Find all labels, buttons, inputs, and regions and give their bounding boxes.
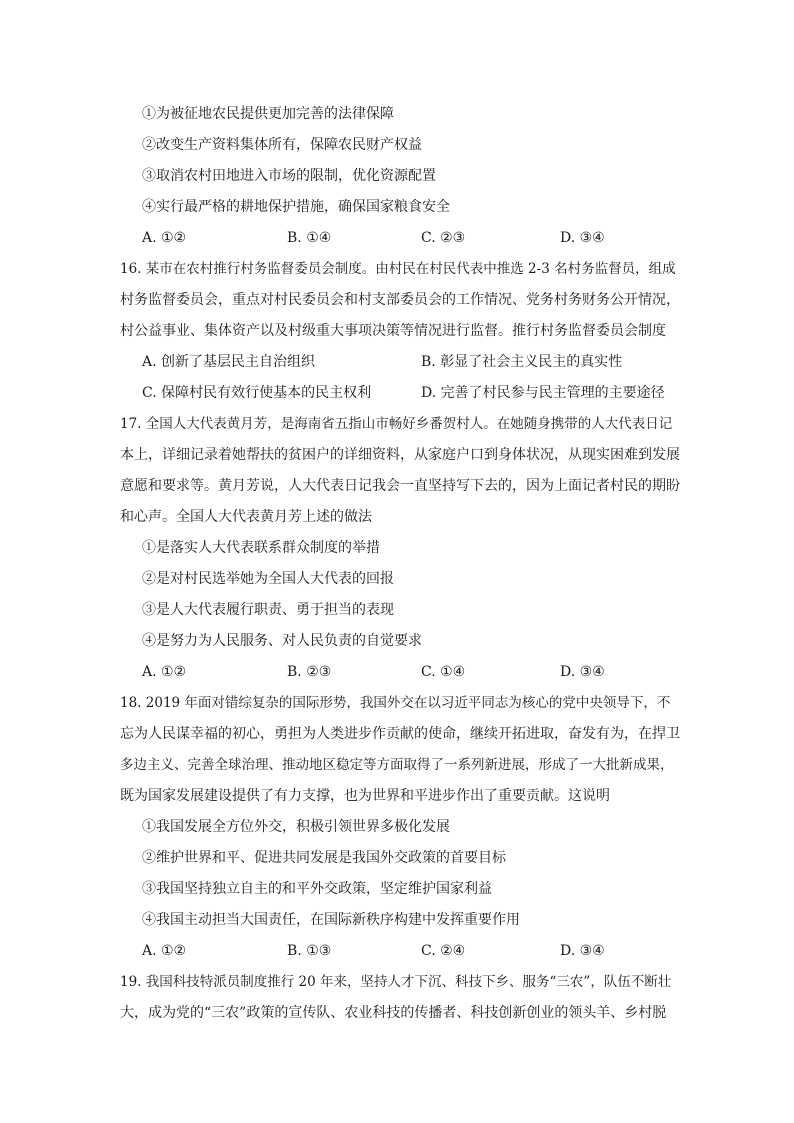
- q17-item-3: ③是人大代表履行职责、勇于担当的表现: [142, 602, 394, 618]
- q16-stem-line-1: 16. 某市在农村推行村务监督委员会制度。由村民在村民代表中推选 2-3 名村务监督员，组成: [120, 261, 676, 277]
- q15-option-c: C. ②③: [421, 230, 466, 246]
- q15-options: [142, 228, 682, 248]
- q16-option-a: A. 创新了基层民主自治组织: [142, 354, 316, 370]
- q16-stem-line-3: 村公益事业、集体资产以及村级重大事项决策等情况进行监督。推行村务监督委员会制度: [120, 323, 666, 339]
- q17-item-4: ④是努力为人民服务、对人民负责的自觉要求: [142, 633, 422, 649]
- q15-item-3: ③取消农村田地进入市场的限制，优化资源配置: [142, 168, 436, 184]
- q18-item-3: ③我国坚持独立自主的和平外交政策，坚定维护国家利益: [142, 881, 492, 897]
- q15-option-b: B. ①④: [287, 230, 332, 246]
- q19-stem-line-2: 大，成为党的“三农”政策的宣传队、农业科技的传播者、科技创新创业的领头羊、乡村脱: [120, 1005, 667, 1021]
- q17-stem-line-1: 17. 全国人大代表黄月芳，是海南省五指山市畅好乡番贺村人。在她随身携带的人大代表日记: [120, 416, 673, 432]
- q16-stem-line-2: 村务监督委员会，重点对村民委员会和村支部委员会的工作情况、党务村务财务公开情况，: [120, 292, 680, 308]
- q18-option-d: D. ③④: [560, 943, 605, 959]
- q17-option-b: B. ②③: [287, 664, 332, 680]
- q15-option-d: D. ③④: [560, 230, 605, 246]
- q17-item-1: ①是落实人大代表联系群众制度的举措: [142, 540, 380, 556]
- q18-stem-line-2: 忘为人民谋幸福的初心，勇担为人类进步作贡献的使命，继续开拓进取，奋发有为，在捍卫: [120, 726, 680, 742]
- q17-option-c: C. ①④: [421, 664, 466, 680]
- q17-item-2: ②是对村民选举她为全国人大代表的回报: [142, 571, 394, 587]
- q15-item-2: ②改变生产资料集体所有，保障农民财产权益: [142, 137, 422, 153]
- q18-option-a: A. ①②: [142, 943, 187, 959]
- q18-item-1: ①我国发展全方位外交，积极引领世界多极化发展: [142, 819, 450, 835]
- q19-stem-line-1: 19. 我国科技特派员制度推行 20 年来，坚持人才下沉、科技下乡、服务“三农”，队伍不断壮: [120, 974, 672, 990]
- q18-item-4: ④我国主动担当大国责任，在国际新秩序构建中发挥重要作用: [142, 912, 520, 928]
- q17-stem-line-4: 和心声。全国人大代表黄月芳上述的做法: [120, 509, 372, 525]
- q17-options: [142, 662, 682, 682]
- q17-stem-line-2: 本上，详细记录着她帮扶的贫困户的详细资料，从家庭户口到身体状况，从现实困难到发展: [120, 447, 680, 463]
- q15-option-a: A. ①②: [142, 230, 187, 246]
- q18-stem-line-3: 多边主义、完善全球治理、推动地区稳定等方面取得了一系列新进展，形成了一大批新成果，: [120, 757, 674, 773]
- q18-options: [142, 941, 682, 961]
- q17-option-a: A. ①②: [142, 664, 187, 680]
- q17-stem-line-3: 意愿和要求等。黄月芳说，人大代表日记我会一直坚持写下去的，因为上面记者村民的期盼: [120, 478, 680, 494]
- q16-options-row-1: [142, 352, 682, 372]
- q15-item-1: ①为被征地农民提供更加完善的法律保障: [142, 106, 394, 122]
- q18-stem-line-4: 既为国家发展建设提供了有力支撑，也为世界和平进步作出了重要贡献。这说明: [120, 788, 610, 804]
- q16-option-c: C. 保障村民有效行使基本的民主权利: [142, 385, 372, 401]
- q18-option-c: C. ②④: [421, 943, 466, 959]
- q15-item-4: ④实行最严格的耕地保护措施，确保国家粮食安全: [142, 199, 450, 215]
- q16-options-row-2: [142, 383, 682, 403]
- q18-stem-line-1: 18. 2019 年面对错综复杂的国际形势，我国外交在以习近平同志为核心的党中央领导下，不: [120, 695, 671, 711]
- q18-item-2: ②维护世界和平、促进共同发展是我国外交政策的首要目标: [142, 850, 506, 866]
- q17-option-d: D. ③④: [560, 664, 605, 680]
- q18-option-b: B. ①③: [287, 943, 332, 959]
- q16-option-d: D. 完善了村民参与民主管理的主要途径: [421, 385, 665, 401]
- q16-option-b: B. 彰显了社会主义民主的真实性: [421, 354, 623, 370]
